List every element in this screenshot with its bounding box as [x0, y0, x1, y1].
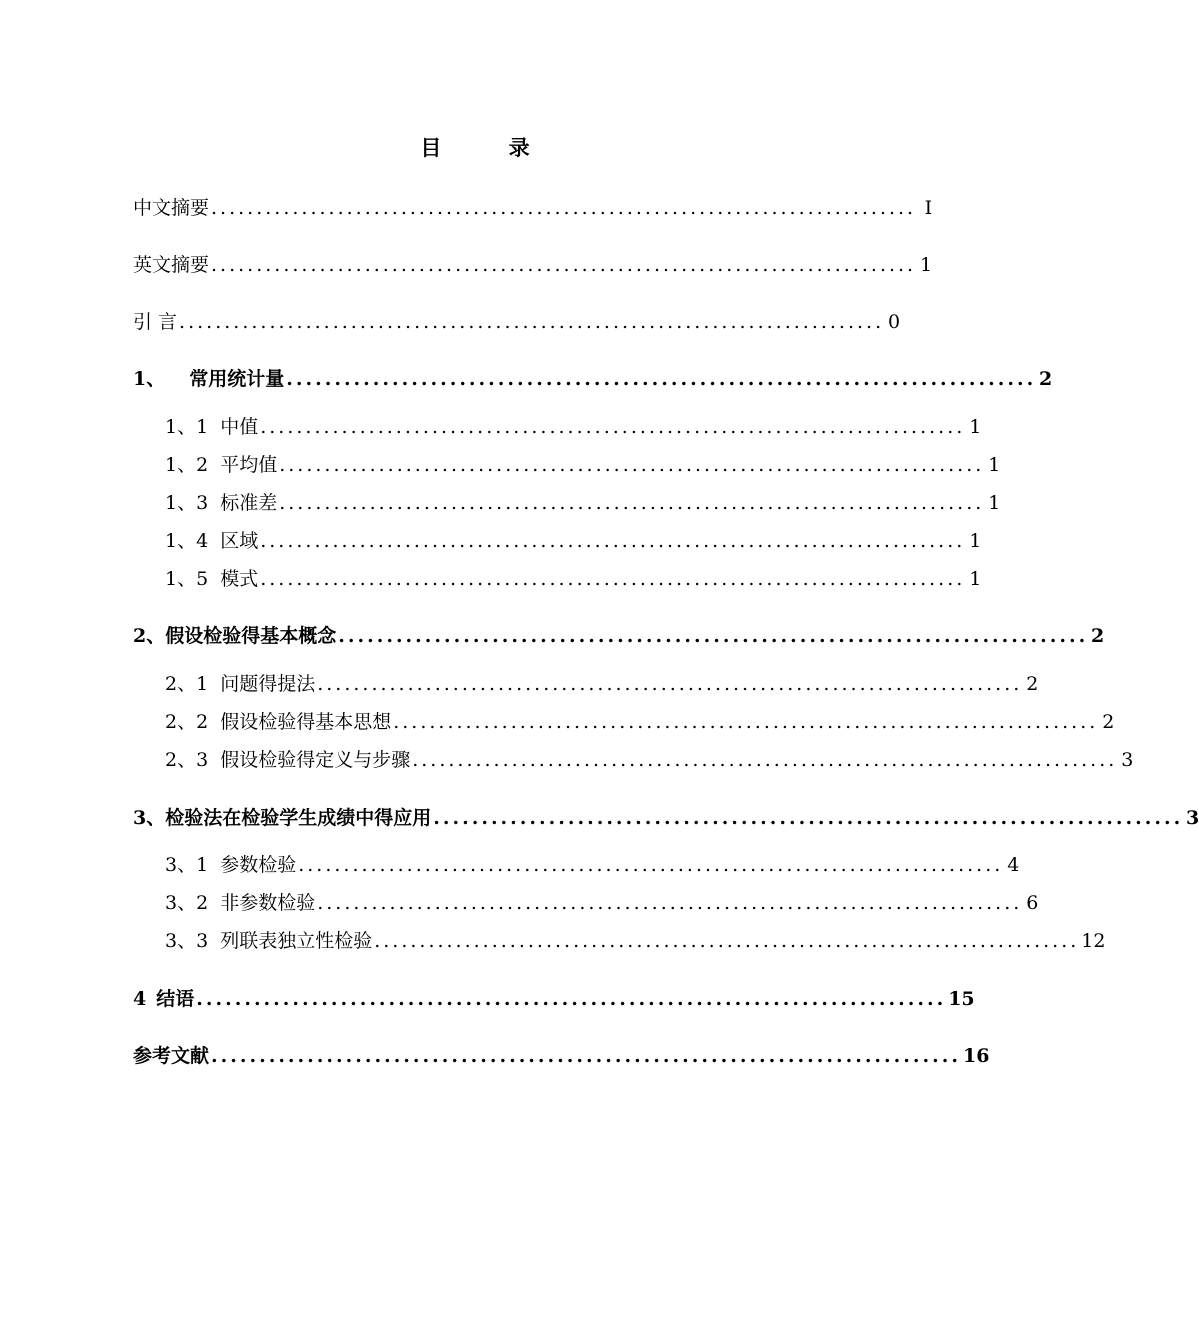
- toc-entry-label: 标准差: [220, 492, 278, 514]
- toc-section-number: 4: [133, 988, 147, 1010]
- toc-page-number: 3: [1121, 749, 1134, 771]
- dot-leader: ..............................................................................: [279, 454, 985, 476]
- dot-leader: ..............................................................................: [279, 492, 985, 514]
- dot-leader: ..............................................................................: [260, 416, 966, 438]
- dot-leader: ..............................................................................: [412, 749, 1118, 771]
- toc-entry-label: 非参数检验: [220, 892, 316, 914]
- toc-page-number: 1: [920, 254, 933, 276]
- toc-page-number: 15: [948, 988, 975, 1010]
- toc-entry-section-4[interactable]: [133, 984, 975, 1011]
- toc-page-number: I: [924, 197, 933, 219]
- toc-entry-section-1-3[interactable]: [165, 488, 1001, 515]
- dot-leader: ..............................................................................: [196, 988, 947, 1010]
- toc-entry-section-3-3[interactable]: [165, 926, 1106, 953]
- toc-page-number: 2: [1026, 673, 1039, 695]
- toc-section-number: 3、: [133, 807, 166, 829]
- toc-entry-label: 模式: [220, 568, 259, 590]
- toc-entry-section-1[interactable]: [133, 364, 1053, 391]
- toc-entry-label: 假设检验得基本概念: [165, 625, 337, 647]
- dot-leader: ..............................................................................: [338, 625, 1089, 647]
- toc-entry-label: 中值: [220, 416, 259, 438]
- toc-entry-label: 引 言: [133, 311, 178, 333]
- dot-leader: ..............................................................................: [179, 311, 885, 333]
- toc-section-number: 1、4: [165, 530, 209, 552]
- dot-leader: ..............................................................................: [433, 807, 1184, 829]
- toc-section-number: 1、5: [165, 568, 209, 590]
- toc-entry-section-1-5[interactable]: [165, 564, 982, 591]
- dot-leader: ..............................................................................: [317, 673, 1023, 695]
- toc-entry-label: 假设检验得基本思想: [220, 711, 392, 733]
- toc-entry-label: 常用统计量: [189, 368, 285, 390]
- toc-section-number: 2、2: [165, 711, 209, 733]
- toc-section-number: 1、2: [165, 454, 209, 476]
- toc-entry-section-2-2[interactable]: [165, 707, 1115, 734]
- dot-leader: ..............................................................................: [298, 854, 1004, 876]
- toc-entry-label: 结语: [156, 988, 195, 1010]
- toc-entry-section-2[interactable]: [133, 621, 1105, 648]
- toc-entry-label: 英文摘要: [133, 254, 210, 276]
- toc-entry-label: 区域: [220, 530, 259, 552]
- toc-entry-section-1-4[interactable]: [165, 526, 982, 553]
- toc-entry-label: 问题得提法: [220, 673, 316, 695]
- toc-entry-label: 检验法在检验学生成绩中得应用: [165, 807, 432, 829]
- toc-entry-section-2-1[interactable]: [165, 669, 1039, 696]
- toc-entry-section-3-2[interactable]: [165, 888, 1039, 915]
- toc-entry-section-3[interactable]: [133, 803, 1199, 830]
- dot-leader: ..............................................................................: [286, 368, 1037, 390]
- toc-page-number: 1: [969, 530, 982, 552]
- toc-page-number: 4: [1007, 854, 1020, 876]
- toc-section-number: 1、1: [165, 416, 209, 438]
- toc-section-number: 3、3: [165, 930, 209, 952]
- toc-page-number: 16: [962, 1045, 990, 1067]
- toc-section-number: 1、: [133, 368, 166, 390]
- dot-leader: ..............................................................................: [211, 254, 917, 276]
- toc-page-number: 2: [1038, 368, 1053, 390]
- toc-page-number: 1: [988, 454, 1001, 476]
- toc-section-number: 3、2: [165, 892, 209, 914]
- dot-leader: ..............................................................................: [211, 197, 917, 219]
- toc-entry-section-2-3[interactable]: [165, 745, 1134, 772]
- toc-entry-label: 平均值: [220, 454, 278, 476]
- toc-entry-chinese-abstract[interactable]: [133, 193, 933, 220]
- toc-page-number: 2: [1090, 625, 1105, 647]
- toc-entry-label: 中文摘要: [133, 197, 210, 219]
- toc-page-number: 3: [1185, 807, 1199, 829]
- toc-section-number: 3、1: [165, 854, 209, 876]
- toc-entry-section-3-1[interactable]: [165, 850, 1020, 877]
- toc-page-number: 0: [888, 311, 901, 333]
- dot-leader: ..............................................................................: [374, 930, 1080, 952]
- dot-leader: ..............................................................................: [393, 711, 1099, 733]
- toc-section-number: 1、3: [165, 492, 209, 514]
- toc-page-number: 1: [969, 568, 982, 590]
- toc-section-number: 2、1: [165, 673, 209, 695]
- toc-entry-label: 假设检验得定义与步骤: [220, 749, 411, 771]
- toc-page-number: 6: [1026, 892, 1039, 914]
- toc-entry-label: 列联表独立性检验: [220, 930, 373, 952]
- page-title: 目 录: [420, 135, 560, 160]
- dot-leader: ..............................................................................: [260, 568, 966, 590]
- toc-page-number: 2: [1102, 711, 1115, 733]
- toc-page-number: 12: [1081, 930, 1106, 952]
- toc-page-number: 1: [988, 492, 1001, 514]
- dot-leader: ..............................................................................: [260, 530, 966, 552]
- toc-entry-section-1-2[interactable]: [165, 450, 1001, 477]
- toc-entry-label: 参考文献: [133, 1045, 210, 1067]
- toc-entry-section-1-1[interactable]: [165, 412, 982, 439]
- toc-entry-english-abstract[interactable]: [133, 250, 933, 277]
- dot-leader: ..............................................................................: [317, 892, 1023, 914]
- toc-entry-introduction[interactable]: [133, 307, 901, 334]
- toc-page-number: 1: [969, 416, 982, 438]
- toc-section-number: 2、: [133, 625, 166, 647]
- dot-leader: ..............................................................................: [211, 1045, 961, 1067]
- toc-entry-label: 参数检验: [220, 854, 297, 876]
- toc-section-number: 2、3: [165, 749, 209, 771]
- toc-entry-references[interactable]: [133, 1041, 990, 1068]
